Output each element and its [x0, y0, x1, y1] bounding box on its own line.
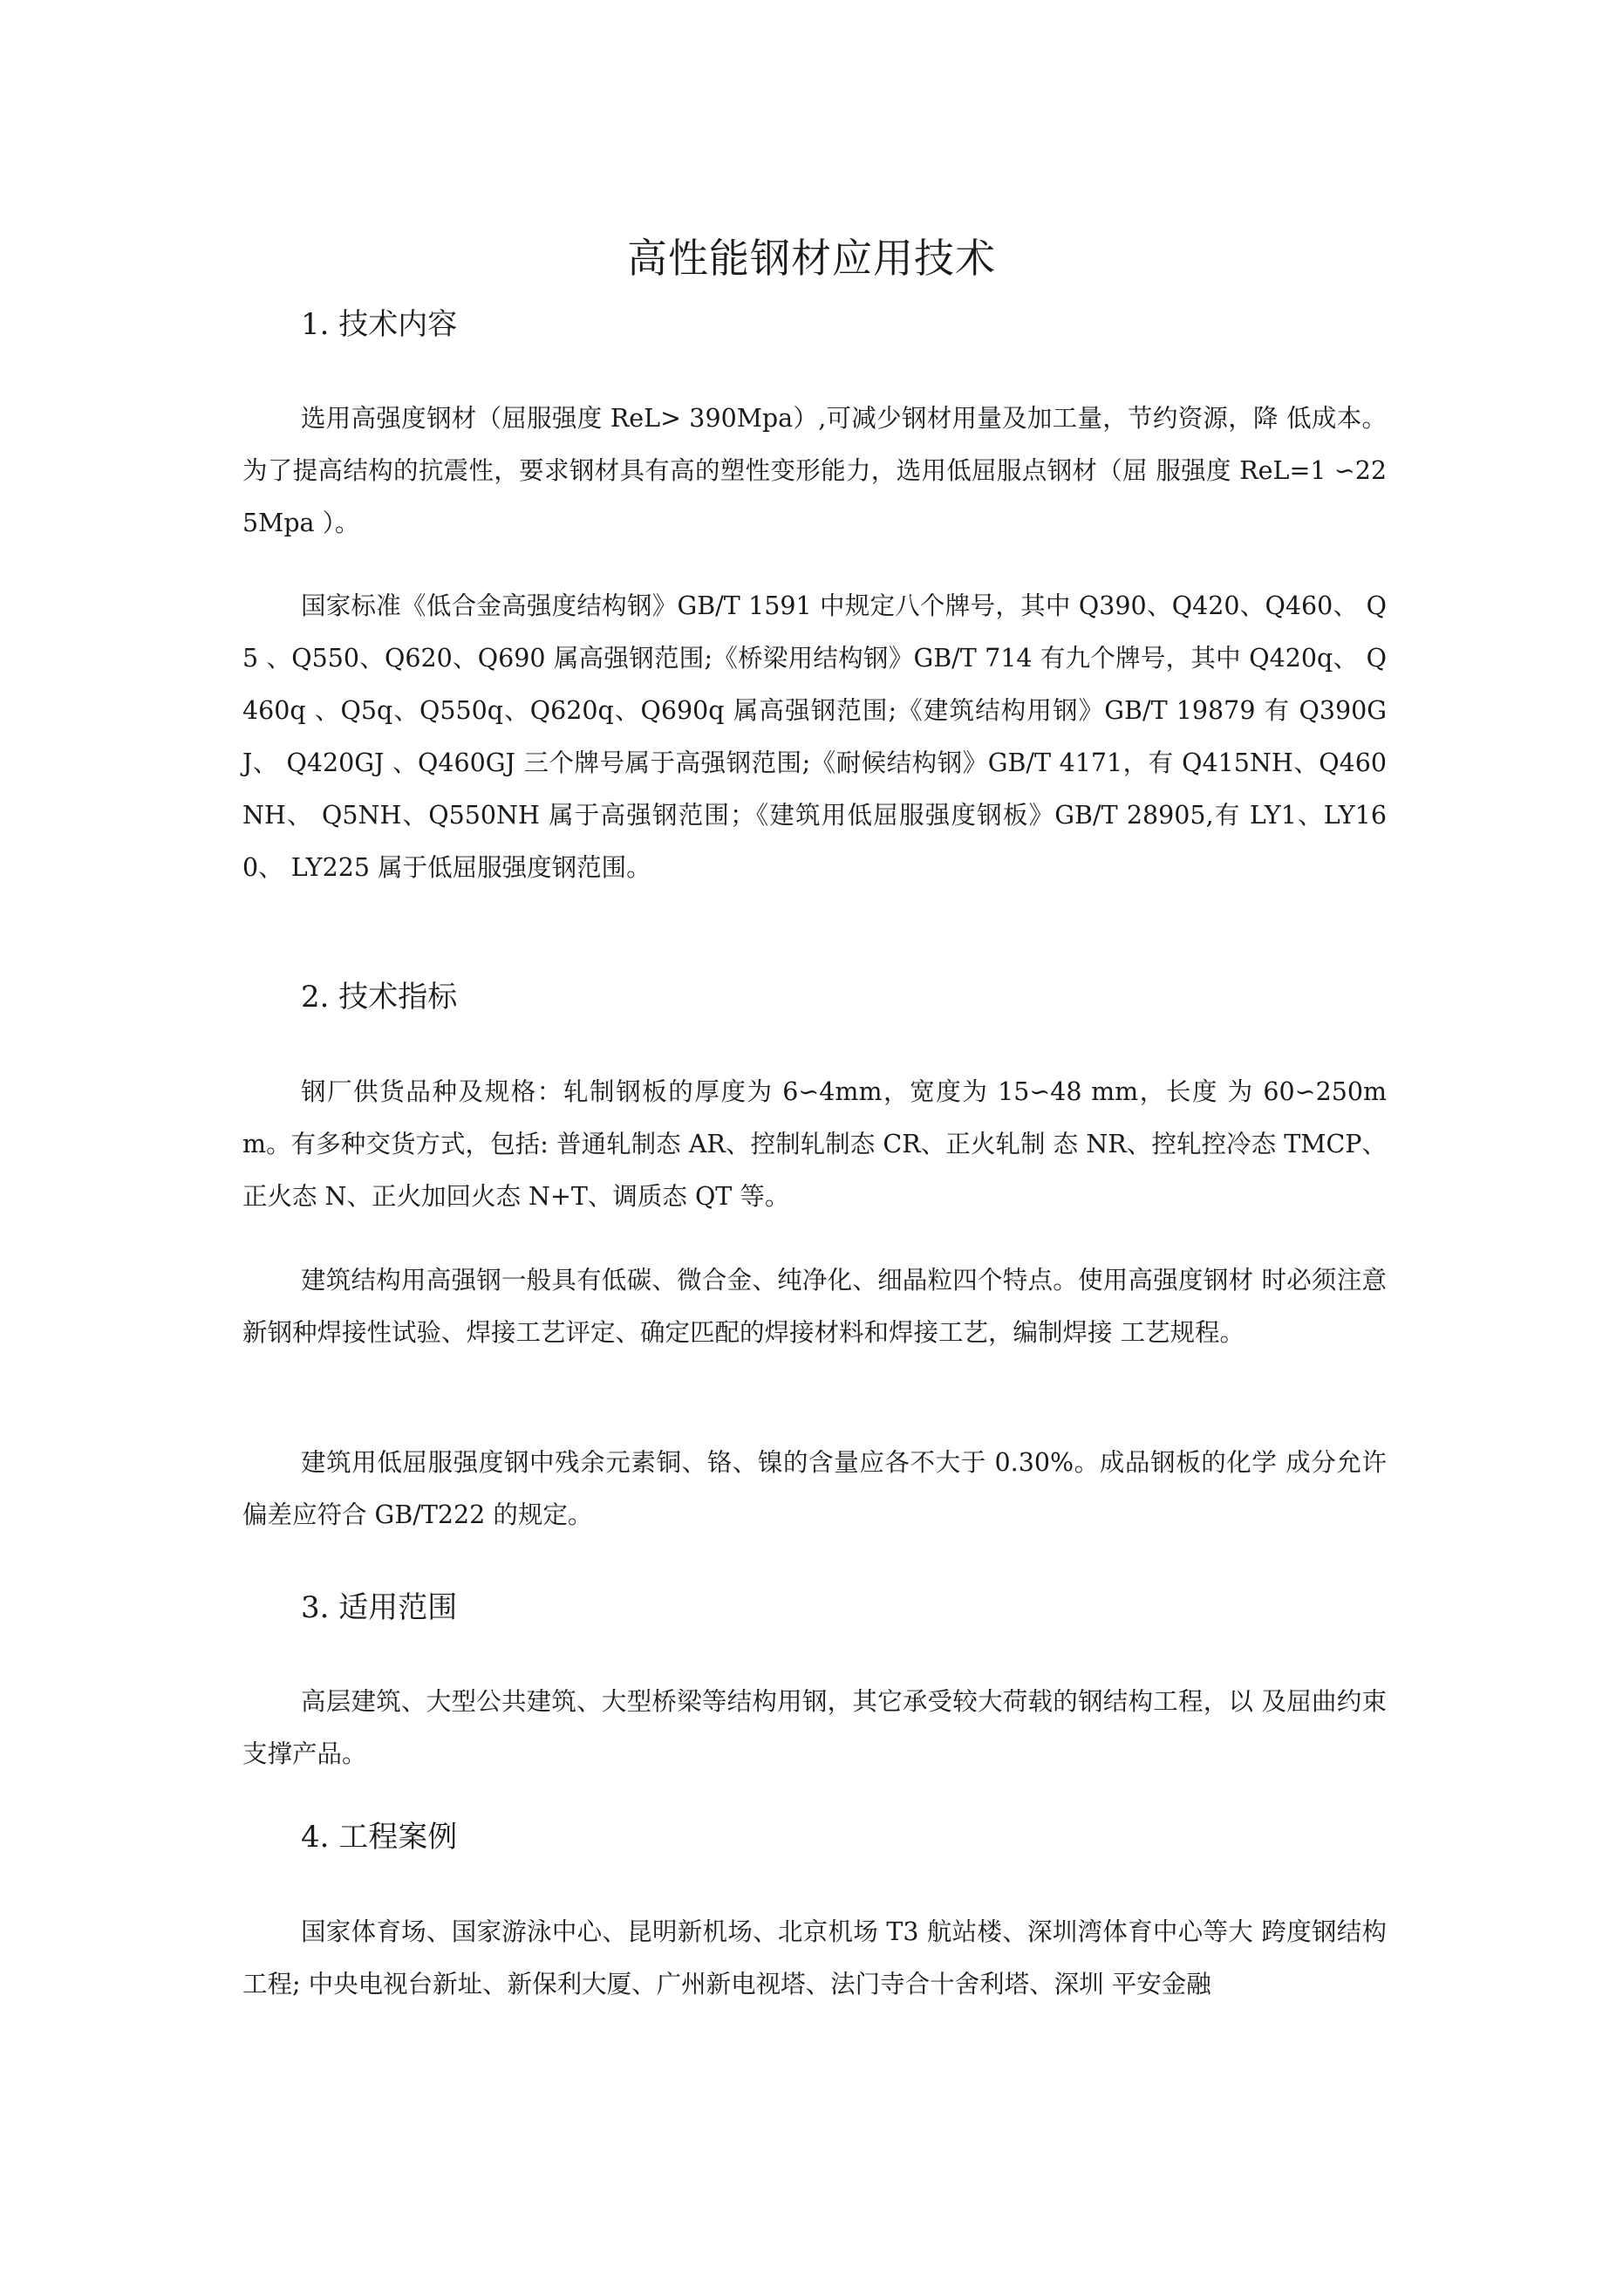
section-heading-project-cases: 4. 工程案例	[301, 1820, 458, 1855]
section-heading-technical-indicators: 2. 技术指标	[301, 980, 458, 1015]
section-heading-technical-content: 1. 技术内容	[301, 307, 458, 342]
document-title: 高性能钢材应用技术	[627, 234, 996, 282]
paragraph-technical-content-2: 国家标准《低合金高强度结构钢》GB/T 1591 中规定八个牌号，其中 Q390、Q420、Q460、 Q5 、Q550、Q620、Q690 属高强钢范围;《桥梁用结构钢》GB/T 714 有九个牌号，其中 Q420q、 Q460q 、Q5q、Q550q、Q620q、Q690q 属高强钢范围;《建筑结构用钢》GB/T 19879 有 Q390GJ、 Q420GJ 、Q460GJ 三个牌号属于高强钢范围;《耐候结构钢》GB/T 4171，有 Q415NH、Q460NH、 Q5NH、Q550NH 属于高强钢范围；《建筑用低屈服强度钢板》GB/T 28905,有 LY1、LY160、 LY225 属于低屈服强度钢范围。	[242, 591, 1387, 882]
paragraph-technical-content-1: 选用高强度钢材（屈服强度 ReL> 390Mpa）,可减少钢材用量及加工量，节约资源，降 低成本。为了提高结构的抗震性，要求钢材具有高的塑性变形能力，选用低屈服点钢材（屈 服强度 ReL=1 ∽225Mpa ）。	[242, 404, 1387, 537]
paragraph-technical-indicators-3: 建筑用低屈服强度钢中残余元素铜、铬、镍的含量应各不大于 0.30%。成品钢板的化学 成分允许偏差应符合 GB/T222 的规定。	[242, 1448, 1387, 1529]
section-heading-scope: 3. 适用范围	[301, 1590, 458, 1625]
paragraph-technical-indicators-1: 钢厂供货品种及规格：轧制钢板的厚度为 6∽4mm，宽度为 15∽48 mm，长度 为 60∽250mm。有多种交货方式，包括: 普通轧制态 AR、控制轧制态 CR、正火轧制 态 NR、控轧控冷态 TMCP、正火态 N、正火加回火态 N+T、调质态 QT 等。	[242, 1077, 1387, 1211]
paragraph-project-cases-1: 国家体育场、国家游泳中心、昆明新机场、北京机场 T3 航站楼、深圳湾体育中心等大 跨度钢结构工程; 中央电视台新址、新保利大厦、广州新电视塔、法门寺合十舍利塔、深圳 平安金融	[242, 1917, 1387, 1999]
paragraph-scope-1: 高层建筑、大型公共建筑、大型桥梁等结构用钢，其它承受较大荷载的钢结构工程，以 及屈曲约束支撑产品。	[242, 1687, 1387, 1768]
paragraph-technical-indicators-2: 建筑结构用高强钢一般具有低碳、微合金、纯净化、细晶粒四个特点。使用高强度钢材 时必须注意新钢种焊接性试验、焊接工艺评定、确定匹配的焊接材料和焊接工艺，编制焊接 工艺规程。	[242, 1266, 1387, 1347]
